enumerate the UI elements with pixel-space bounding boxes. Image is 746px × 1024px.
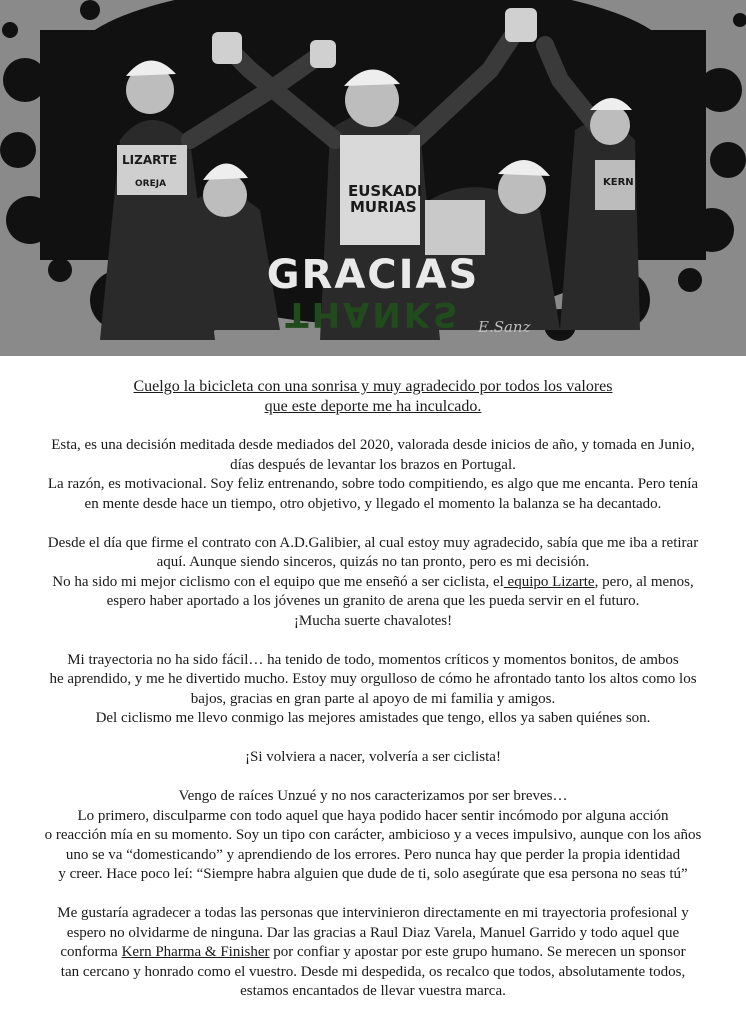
text-line: y creer. Hace poco leí: “Siempre habra alguien que dude de ti, solo asegúrate que esa persona no seas tú”	[58, 866, 688, 882]
jersey-text: EUSKADI	[348, 182, 423, 200]
text-line: espero no olvidarme de ninguna. Dar las gracias a Raul Diaz Varela, Manuel Garrido y todo aquel que	[66, 924, 680, 941]
text-line: Esta, es una decisión meditada desde mediados del 2020, valorada desde inicios de año, y tomada en Junio,	[51, 437, 695, 453]
text-line: aquí. Aunque siendo sinceros, quizás no tan pronto, pero es mi decisión.	[156, 554, 590, 570]
header-banner	[0, 0, 746, 356]
text-line: bajos, gracias en gran parte al apoyo de mi familia y amigos.	[190, 690, 556, 707]
text-line: espero haber aportado a los jóvenes un granito de arena que les pueda servir en el futuro.	[106, 593, 640, 609]
heading-line: Cuelgo la bicicleta con una sonrisa y muy agradecido por todos los valores	[133, 378, 613, 395]
text-line: días después de levantar los brazos en Portugal.	[230, 456, 516, 473]
text-line: en mente desde hace un tiempo, otro objetivo, y llegado el momento la balanza se ha decantado.	[84, 495, 662, 512]
text-line: ¡Mucha suerte chavalotes!	[293, 612, 453, 629]
text-line: Me gustaría agradecer a todas las personas que intervinieron directamente en mi trayectoria profesional y	[57, 905, 689, 921]
heading-line: que este deporte me ha inculcado.	[264, 398, 482, 415]
paragraph-reborn: ¡Si volviera a nacer, volvería a ser ciclista!	[245, 749, 501, 765]
text-line: tan cercano y honrado como el vuestro. Desde mi despedida, os recalco que todos, absolutamente todos,	[60, 963, 686, 980]
text-line: por confiar y apostar por este grupo humano. Se merecen un sponsor	[269, 944, 686, 960]
banner-title: GRACIAS	[266, 252, 480, 298]
text-line: he aprendido, y me he divertido mucho. Estoy muy orgulloso de cómo he afrontado tanto los altos como los	[49, 671, 697, 687]
text-line: No ha sido mi mejor ciclismo con el equipo que me enseñó a ser ciclista, el	[52, 573, 504, 590]
paragraph-galibier	[40, 534, 706, 632]
text-line: Lo primero, disculparme con todo aquel que haya podido hacer sentir incómodo por alguna acción	[77, 807, 669, 824]
jersey-text: MURIAS	[350, 198, 417, 216]
banner-subtitle-mirrored: THANKS	[285, 294, 461, 334]
text-line: Mi trayectoria no ha sido fácil… ha tenido de todo, momentos críticos y momentos bonitos, de ambos	[67, 651, 679, 668]
text-line: uno se va “domesticando” y aprendiendo de los errores. Pero nunca hay que perder la propia identidad	[65, 846, 681, 863]
letter-heading	[40, 377, 706, 417]
jersey-text: OREJA	[135, 179, 167, 189]
lizarte-link[interactable]: equipo Lizarte	[503, 573, 595, 590]
text-line: Del ciclismo me llevo conmigo las mejores amistades que tengo, ellos ya saben quiénes son.	[95, 710, 651, 726]
text-line: estamos encantados de llevar vuestra marca.	[240, 983, 506, 999]
jersey-text: KERN	[603, 177, 634, 188]
paragraph-apology	[40, 787, 706, 885]
text-line: Desde el día que firme el contrato con A.D.Galibier, al cual estoy muy agradecido, sabía que me iba a retirar	[47, 534, 699, 551]
text-line: conforma	[60, 944, 122, 960]
text-line: La razón, es motivacional. Soy feliz entrenando, sobre todo compitiendo, es algo que me encanta. Pero tenía	[47, 476, 699, 492]
kern-pharma-link[interactable]: Kern Pharma & Finisher	[121, 944, 270, 960]
farewell-letter	[40, 377, 706, 1002]
paragraph-thanks	[40, 904, 706, 1002]
text-line: Vengo de raíces Unzué y no nos caracterizamos por ser breves…	[178, 788, 568, 804]
jersey-text: LIZARTE	[122, 153, 178, 167]
text-line: o reacción mía en su momento. Soy un tipo con carácter, ambicioso y a veces impulsivo, aunque con los años	[44, 827, 702, 843]
text-line: , pero, al menos,	[594, 573, 694, 590]
paragraph-trajectory	[40, 651, 706, 729]
photographer-signature: E.Sanz	[478, 318, 531, 336]
paragraph-decision	[40, 436, 706, 514]
